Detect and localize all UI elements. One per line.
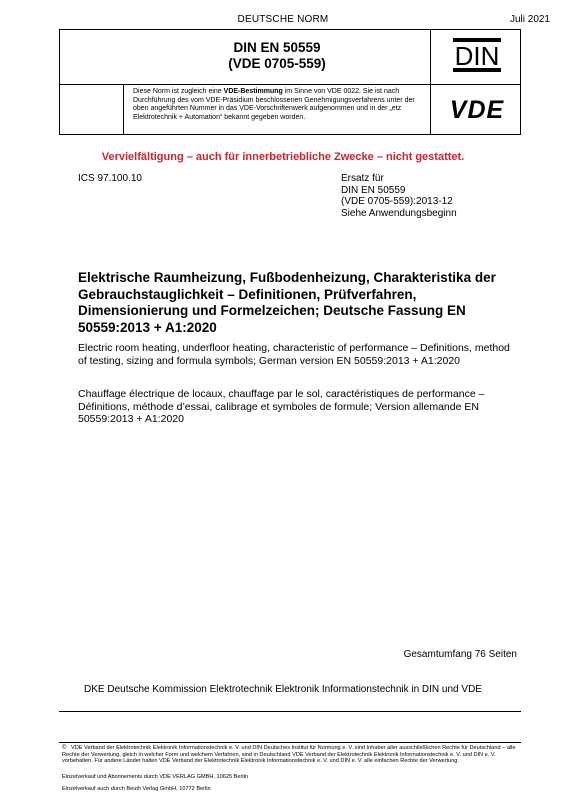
dke-commission: DKE Deutsche Kommission Elektrotechnik Elektronik Informationstechnik in DIN und VDE [84,684,482,695]
replacement-info: Ersatz für DIN EN 50559 (VDE 0705-559):2013-12 Siehe Anwendungsbeginn [341,173,457,219]
din-logo-text: DIN [454,41,500,71]
document-type-label: DEUTSCHE NORM [237,14,329,25]
ics-code: ICS 97.100.10 [78,173,142,184]
header-divider-vertical-left [123,84,124,135]
total-pages: Gesamtumfang 76 Seiten [403,649,517,660]
vde-standard-number: (VDE 0705-559) [228,56,326,71]
vde-logo-icon [440,96,514,122]
title-french: Chauffage électrique de locaux, chauffage par le sol, caractéristiques de performance – Définitions, méthode d’essai, calibrage et symboles de formule; Version allemande EN 50559:2013 + A1:2020 [78,388,485,425]
sales-info-beuth: Einzelverkauf auch durch Beuth Verlag GmbH, 10772 Berlin [62,786,211,792]
standard-number [124,40,430,72]
header-divider-horizontal [59,84,521,85]
header-divider-vertical [430,29,431,135]
reproduction-warning: Vervielfältigung – auch für innerbetriebliche Zwecke – nicht gestattet. [101,151,465,163]
sales-info-vde: Einzelverkauf und Abonnements durch VDE VERLAG GMBH, 10625 Berlin [62,774,248,780]
din-standard-number: DIN EN 50559 [233,40,321,55]
issue-date: Juli 2021 [509,14,550,25]
title-german: Elektrische Raumheizung, Fußbodenheizung, Charakteristika der Gebrauchstauglichkeit – Definitionen, Prüfverfahren, Dimensionierung und Formelzeichen; Deutsche Fassung EN 50559:2013 + A1:2020 [78,270,496,335]
title-english: Electric room heating, underfloor heating, characteristic of performance – Definitions, method of testing, sizing and formula symbols; German version EN 50559:2013 + A1:2020 [78,342,510,367]
vde-regulation-term: VDE-Bestimmung [223,88,283,95]
copyright-symbol: © [62,745,67,751]
vde-regulation-notice: Diese Norm ist zugleich eine VDE-Bestimmung im Sinne von VDE 0022. Sie ist nach Durchführung des vom VDE-Präsidium beschlossenen Genehmigungsverfahrens unter der oben angeführten Nummer in das VDE-Vorschriftenwerk aufgenommen und in der „etz Elektrotechnik + Automation“ bekannt gegeben worden. [133,88,415,121]
vde-logo-text: VDE [449,96,505,122]
footer-rule-top [59,711,521,712]
copyright-notice: VDE Verband der Elektrotechnik Elektronik Informationstechnik e. V. und DIN Deutsches Institut für Normung e. V. sind Inhaber aller ausschließlichen Rechte für Deutschland – alle Rechte der Verwertung, gleich in welcher Form und welchem Verfahren, sind in Deutschland VDE Verband der Elektrotechnik Elektronik Informationstechnik e. V. und DIN e. V. vorbehalten. Für andere Länder halten VDE Verband der Elektrotechnik Elektronik Informationstechnik e. V. und DIN e. V. alle einfachen Rechte der Verwertung. [62,745,516,764]
din-logo-icon [452,37,502,73]
footer-rule-bottom [59,742,521,743]
